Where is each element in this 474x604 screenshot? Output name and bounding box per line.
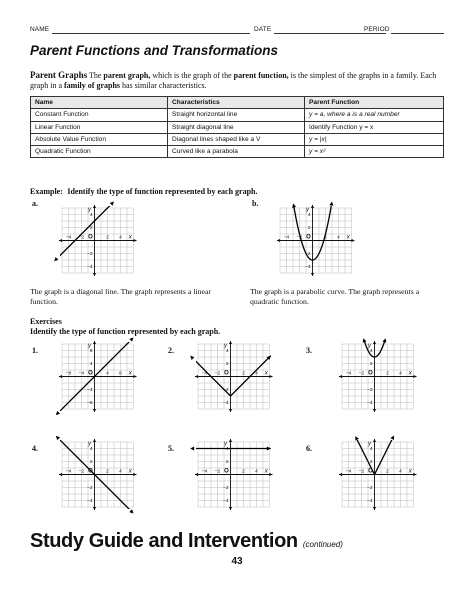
curve-arrowhead xyxy=(129,338,133,342)
table-cell: Quadratic Function xyxy=(31,146,168,158)
x-tick-label: −2 xyxy=(78,235,85,241)
x-tick-label: −4 xyxy=(345,371,352,377)
y-tick-label: −4 xyxy=(87,388,93,394)
table-cell: y = |x| xyxy=(305,133,444,145)
example-b-label: b. xyxy=(252,199,259,208)
y-tick-label: −4 xyxy=(87,499,93,505)
name-label: NAME xyxy=(30,26,50,33)
x-tick-label: −8 xyxy=(65,371,72,377)
exercise-5-label: 5. xyxy=(168,444,174,453)
exercise-4-label: 4. xyxy=(32,444,38,453)
y-tick-label: −4 xyxy=(305,265,311,271)
exercise-2-label: 2. xyxy=(168,346,174,355)
y-tick-label: 2 xyxy=(225,460,229,466)
date-label: DATE xyxy=(254,26,272,33)
example-label: Example: xyxy=(30,187,63,196)
table-cell: y = x² xyxy=(305,146,444,158)
x-tick-label: x xyxy=(346,234,350,241)
exercise-6-graph xyxy=(320,438,410,518)
exercise-5-graph xyxy=(176,438,266,518)
curve-arrowhead xyxy=(363,338,367,342)
x-tick-label: x xyxy=(264,468,268,475)
x-tick-label: −2 xyxy=(78,469,85,475)
x-tick-label: −2 xyxy=(358,371,365,377)
y-tick-label: −2 xyxy=(305,252,311,258)
origin-label: O xyxy=(224,370,229,377)
table-cell: y = a, where a is a real number xyxy=(305,109,444,121)
y-tick-label: 2 xyxy=(369,460,373,466)
intro-text: which is the graph of the xyxy=(150,71,234,80)
x-tick-label: x xyxy=(264,370,268,377)
y-tick-label: −2 xyxy=(367,388,373,394)
x-tick-label: 4 xyxy=(106,371,109,377)
x-tick-label: 2 xyxy=(106,469,109,475)
x-tick-label: −4 xyxy=(65,235,72,241)
x-tick-label: −4 xyxy=(201,371,208,377)
x-tick-label: −4 xyxy=(345,469,352,475)
y-tick-label: −2 xyxy=(367,486,373,492)
intro-text: has similar characteristics. xyxy=(120,81,207,90)
exercise-6-label: 6. xyxy=(306,444,312,453)
exercise-3-graph xyxy=(320,340,410,420)
y-tick-label: 2 xyxy=(89,226,93,232)
x-tick-label: x xyxy=(128,370,132,377)
y-tick-label: −4 xyxy=(87,265,93,271)
x-tick-label: 4 xyxy=(255,469,258,475)
date-field-line xyxy=(274,33,386,34)
x-tick-label: −2 xyxy=(296,235,303,241)
intro-paragraph xyxy=(30,70,444,91)
x-tick-label: 2 xyxy=(386,371,389,377)
curve-arrowhead xyxy=(390,436,394,440)
footer-title: Study Guide and Intervention xyxy=(30,530,298,552)
table-cell: Identify Function y = x xyxy=(305,121,444,133)
origin-label: O xyxy=(368,370,373,377)
y-tick-label: −4 xyxy=(223,499,229,505)
y-tick-label: 4 xyxy=(89,447,93,453)
exercise-1-graph xyxy=(40,340,130,420)
table-row xyxy=(31,121,444,133)
y-tick-label: 4 xyxy=(225,349,229,355)
example-b-caption: The graph is a parabolic curve. The graph represents a quadratic function. xyxy=(250,287,420,306)
page-number: 43 xyxy=(231,556,243,567)
y-axis-label: y xyxy=(306,207,309,213)
function-curve xyxy=(54,202,114,262)
y-tick-label: 4 xyxy=(89,362,93,368)
name-field-line xyxy=(52,33,250,34)
x-tick-label: 4 xyxy=(337,235,340,241)
y-axis-label: y xyxy=(368,343,371,349)
x-tick-label: −2 xyxy=(358,469,365,475)
y-axis-label: y xyxy=(88,441,91,447)
origin-label: O xyxy=(224,468,229,475)
y-tick-label: −4 xyxy=(367,401,373,407)
example-a-label: a. xyxy=(32,199,38,208)
curve-arrowhead xyxy=(355,436,359,440)
example-heading xyxy=(30,181,258,199)
y-axis-label: y xyxy=(224,343,227,349)
y-axis-label: y xyxy=(368,441,371,447)
parent-functions-table xyxy=(30,96,444,158)
x-tick-label: 2 xyxy=(386,469,389,475)
table-cell: Straight diagonal line xyxy=(168,121,305,133)
x-tick-label: 4 xyxy=(255,371,258,377)
y-tick-label: 4 xyxy=(369,349,373,355)
origin-label: O xyxy=(88,234,93,241)
y-tick-label: 4 xyxy=(307,213,311,219)
intro-term: parent function, xyxy=(233,71,289,80)
table-cell: Diagonal lines shaped like a V xyxy=(168,133,305,145)
y-axis-label: y xyxy=(88,343,91,349)
y-tick-label: 4 xyxy=(225,447,229,453)
origin-label: O xyxy=(88,468,93,475)
intro-term: family of graphs xyxy=(64,81,120,90)
table-row xyxy=(31,133,444,145)
table-row xyxy=(31,109,444,121)
x-tick-label: 4 xyxy=(399,371,402,377)
example-a-graph xyxy=(40,204,130,284)
y-tick-label: 2 xyxy=(89,460,93,466)
x-tick-label: −4 xyxy=(65,469,72,475)
y-tick-label: −2 xyxy=(87,252,93,258)
table-cell: Straight horizontal line xyxy=(168,109,305,121)
period-label: PERIOD xyxy=(364,26,390,33)
y-tick-label: −2 xyxy=(223,486,229,492)
table-cell: Curved like a parabola xyxy=(168,146,305,158)
y-tick-label: 2 xyxy=(369,362,373,368)
y-tick-label: −8 xyxy=(87,401,93,407)
curve-arrowhead xyxy=(329,202,333,206)
curve-arrowhead xyxy=(110,202,114,206)
y-tick-label: −2 xyxy=(223,388,229,394)
curve-arrowhead xyxy=(56,411,60,415)
x-tick-label: x xyxy=(408,468,412,475)
origin-label: O xyxy=(368,468,373,475)
exercise-2-graph xyxy=(176,340,266,420)
y-tick-label: −4 xyxy=(367,499,373,505)
x-tick-label: −2 xyxy=(214,371,221,377)
y-axis-label: y xyxy=(88,207,91,213)
x-tick-label: 2 xyxy=(324,235,327,241)
curve-arrowhead xyxy=(190,447,194,451)
x-tick-label: 2 xyxy=(242,371,245,377)
table-cell: Constant Function xyxy=(31,109,168,121)
intro-text: The xyxy=(87,71,104,80)
table-cell: Absolute Value Function xyxy=(31,133,168,145)
table-header: Parent Function xyxy=(305,97,444,109)
exercise-3-label: 3. xyxy=(306,346,312,355)
y-tick-label: −2 xyxy=(87,486,93,492)
exercise-1-label: 1. xyxy=(32,346,38,355)
exercises-heading: Exercises xyxy=(30,317,62,326)
y-tick-label: −4 xyxy=(223,401,229,407)
y-tick-label: 2 xyxy=(307,226,311,232)
y-tick-label: 4 xyxy=(89,213,93,219)
curve-arrowhead xyxy=(56,436,60,440)
intro-heading: Parent Graphs xyxy=(30,70,88,80)
period-field-line xyxy=(391,33,444,34)
intro-term: parent graph, xyxy=(103,71,151,80)
curve-arrowhead xyxy=(292,203,296,207)
curve-arrowhead xyxy=(129,509,133,513)
origin-label: O xyxy=(88,370,93,377)
exercise-4-graph xyxy=(40,438,130,518)
curve-arrowhead xyxy=(190,356,194,360)
y-tick-label: 8 xyxy=(89,349,93,355)
x-tick-label: x xyxy=(128,234,132,241)
x-tick-label: 8 xyxy=(119,371,122,377)
continued-note: (continued) xyxy=(302,540,343,549)
intro-text: is the simplest of the graphs in a family. Each graph in a xyxy=(30,71,437,90)
y-tick-label: 2 xyxy=(225,362,229,368)
table-header: Name xyxy=(31,97,168,109)
study-guide-title xyxy=(30,530,343,553)
x-tick-label: 4 xyxy=(399,469,402,475)
x-tick-label: −4 xyxy=(201,469,208,475)
y-axis-label: y xyxy=(224,441,227,447)
exercises-instruction: Identify the type of function represented by each graph. xyxy=(30,327,221,336)
x-tick-label: 4 xyxy=(119,235,122,241)
x-tick-label: 2 xyxy=(242,469,245,475)
x-tick-label: −4 xyxy=(78,371,85,377)
table-header: Characteristics xyxy=(168,97,305,109)
page-title: Parent Functions and Transformations xyxy=(30,43,279,58)
example-instruction: Identify the type of function represented by each graph. xyxy=(67,187,258,196)
example-a-caption: The graph is a diagonal line. The graph represents a linear function. xyxy=(30,287,212,306)
x-tick-label: 2 xyxy=(106,235,109,241)
table-cell: Linear Function xyxy=(31,121,168,133)
x-tick-label: −4 xyxy=(283,235,290,241)
x-tick-label: −2 xyxy=(214,469,221,475)
example-b-graph xyxy=(258,204,348,284)
x-tick-label: x xyxy=(408,370,412,377)
curve-arrowhead xyxy=(267,447,271,451)
x-tick-label: 4 xyxy=(119,469,122,475)
curve-arrowhead xyxy=(54,257,58,261)
table-row xyxy=(31,146,444,158)
y-tick-label: 4 xyxy=(369,447,373,453)
table-header-row xyxy=(31,97,444,109)
x-tick-label: x xyxy=(128,468,132,475)
origin-label: O xyxy=(306,234,311,241)
curve-arrowhead xyxy=(382,338,386,342)
